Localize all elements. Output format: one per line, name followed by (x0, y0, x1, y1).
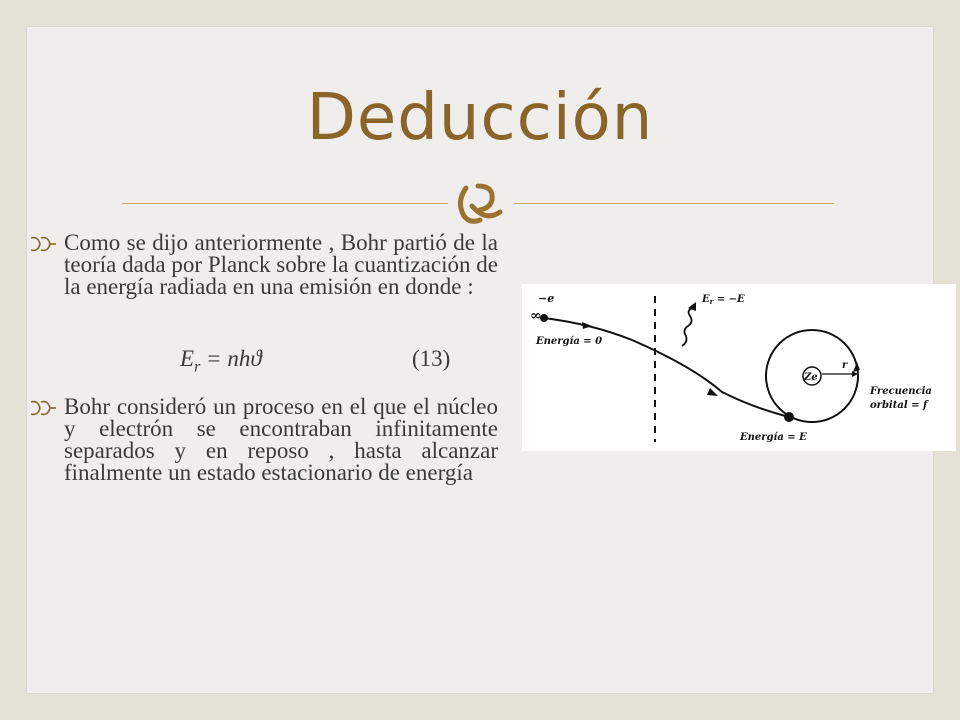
bullet-text-1: Como se dijo anteriormente , Bohr partió de la teoría dada por Planck sobre la cuantización de la energía radiada en una emisión en donde : (64, 230, 498, 299)
label-electron: −e (538, 292, 555, 305)
label-radiated-rhs: = −E (713, 294, 745, 305)
label-frequency-line1: Frecuencia (870, 386, 932, 397)
label-radiated-energy (701, 294, 745, 306)
title-rule-left (122, 203, 448, 204)
label-radius: r (842, 360, 848, 371)
bohr-diagram-svg (522, 284, 956, 451)
label-radiated-sub: r (709, 297, 714, 306)
electron-path (544, 318, 789, 417)
bohr-diagram (522, 284, 956, 451)
label-energy-zero: Energía = 0 (536, 336, 603, 347)
formula-lhs-sub: r (194, 358, 201, 376)
electron-orbit-dot (784, 412, 794, 422)
radiation-wave (682, 308, 693, 346)
slide-content (28, 232, 498, 484)
title-rule-right (514, 203, 834, 204)
slide-title: Deducción (306, 81, 654, 155)
label-nucleus: Ze (804, 372, 818, 383)
formula-number: (13) (412, 346, 451, 371)
path-arrow-2 (707, 388, 718, 396)
label-infinity: ∞ (530, 308, 542, 324)
formula-lhs-var: E (180, 346, 195, 371)
label-energy-e: Energía = E (740, 432, 807, 443)
orbit-arrow (853, 362, 860, 372)
formula-expression (180, 348, 262, 379)
bullet-icon (28, 234, 58, 254)
label-radiated-var: E (702, 294, 710, 305)
path-arrow-1 (582, 322, 592, 329)
ornament-icon (450, 176, 510, 232)
label-frequency-line2: orbital = f (870, 400, 928, 411)
formula-13 (28, 348, 498, 382)
bullet-item-2 (28, 396, 498, 484)
formula-rhs: = nhϑ (200, 346, 262, 371)
bullet-item-1 (28, 232, 498, 298)
bullet-text-2: Bohr consideró un proceso en el que el núcleo y electrón se encontraban infinitamente separados y en reposo , hasta alcanzar finalmente un estado estacionario de energía (64, 394, 498, 485)
bullet-icon (28, 398, 58, 418)
